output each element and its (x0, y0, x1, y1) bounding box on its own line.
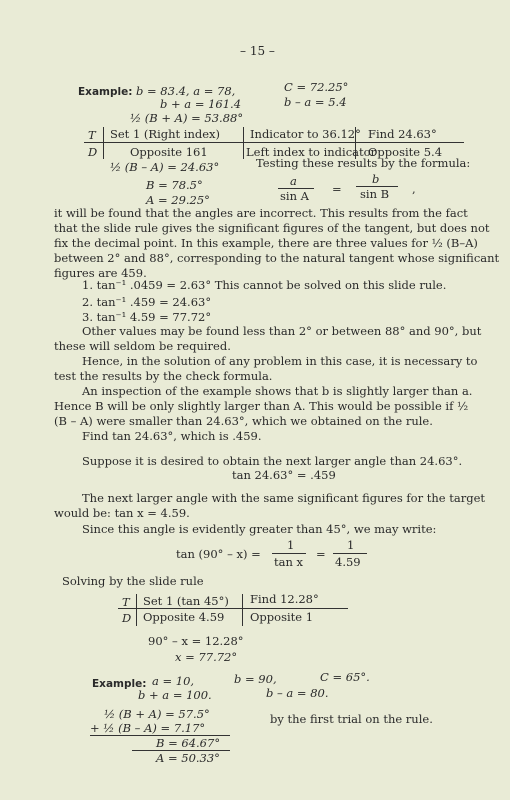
solving-text: Solving by the slide rule (62, 574, 204, 588)
formula2-den1: tan x (274, 555, 304, 569)
paragraph-line: these will seldom be required. (54, 339, 231, 353)
sum-line1: ½ (B + A) = 57.5° (104, 707, 210, 721)
sum-result-B: B = 64.67° (156, 736, 221, 750)
table1-cell: Opposite 5.4 (368, 145, 443, 159)
list-item: 1. tan⁻¹ .0459 = 2.63° This cannot be solved on this slide rule. (82, 278, 447, 292)
formula-eq: = (332, 182, 342, 196)
example-label: Example: (78, 86, 133, 98)
table1-cell: Opposite 161 (130, 145, 208, 159)
paragraph-line: Other values may be found less than 2° or between 88° and 90°, but (82, 324, 482, 338)
table1-cell: Set 1 (Right index) (110, 127, 221, 141)
formula-a-den: sin A (280, 189, 309, 203)
example1-line3: ½ (B + A) = 53.88° (130, 111, 244, 125)
example1-line1: b = 83.4, a = 78, (136, 84, 236, 98)
example2-line1: a = 10, (152, 674, 195, 688)
paragraph-line: test the results by the check formula. (54, 369, 273, 383)
formula2-num1: 1 (287, 538, 295, 552)
list-item: 3. tan⁻¹ 4.59 = 77.72° (82, 310, 212, 324)
table1-d: D (88, 145, 98, 159)
paragraph-line: The next larger angle with the same significant figures for the target (82, 491, 486, 505)
example1-line1-right: C = 72.25° (284, 80, 349, 94)
paragraph-line: that the slide rule gives the significant figures of the tangent, but does not (54, 221, 490, 235)
formula2-den2: 4.59 (335, 555, 361, 569)
testing-text: Testing these results by the formula: (256, 156, 471, 170)
sum-result-A: A = 50.33° (156, 751, 220, 765)
formula-a-num: a (290, 174, 297, 188)
paragraph-line: An inspection of the example shows that b is slightly larger than a. (82, 384, 473, 398)
result2-line1: 90° – x = 12.28° (148, 634, 244, 648)
formula2-num2: 1 (347, 538, 355, 552)
formula-comma: , (412, 182, 416, 196)
example-label: Example: (92, 678, 147, 690)
formula-b-den: sin B (360, 187, 390, 201)
table2-cell: Find 12.28° (250, 592, 319, 606)
example2-line2-right: b – a = 80. (266, 686, 329, 700)
first-trial-note: by the first trial on the rule. (270, 712, 433, 726)
paragraph-line: Suppose it is desired to obtain the next larger angle than 24.63°. (82, 454, 463, 468)
table2-cell: Set 1 (tan 45°) (143, 594, 229, 608)
paragraph-line: Hence, in the solution of any problem in this case, it is necessary to (82, 354, 478, 368)
result-A: A = 29.25° (146, 193, 210, 207)
paragraph-line: Since this angle is evidently greater than 45°, we may write: (82, 522, 437, 536)
sum-line2: + ½ (B – A) = 7.17° (90, 721, 206, 735)
formula-b-num: b (372, 172, 380, 186)
paragraph-line: Hence B will be only slightly larger than A. This would be possible if ½ (54, 399, 469, 413)
example1-line2: b + a = 161.4 (160, 97, 242, 111)
paragraph-line: Find tan 24.63°, which is .459. (82, 429, 262, 443)
table2-cell: Opposite 4.59 (143, 610, 225, 624)
paragraph-line: fix the decimal point. In this example, there are three values for ½ (B–A) (54, 236, 478, 250)
example2-line1-mid: b = 90, (234, 672, 277, 686)
paragraph-line: would be: tan x = 4.59. (54, 506, 190, 520)
table1-cell: Find 24.63° (368, 127, 437, 141)
table1-cell: Indicator to 36.12° (250, 127, 361, 141)
table2-cell: Opposite 1 (250, 610, 314, 624)
paragraph-line: it will be found that the angles are incorrect. This results from the fact (54, 206, 468, 220)
example1-line2-right: b – a = 5.4 (284, 95, 347, 109)
table1-t: T (88, 128, 96, 142)
paragraph-line: (B – A) were smaller than 24.63°, which we obtained on the rule. (54, 414, 433, 428)
result-B: B = 78.5° (146, 178, 203, 192)
paragraph-line: tan 24.63° = .459 (232, 468, 336, 482)
example2-line1-right: C = 65°. (320, 670, 370, 684)
paragraph-line: figures are 459. (54, 266, 147, 280)
example2-line2: b + a = 100. (138, 688, 212, 702)
table2-d: D (122, 611, 132, 625)
table1-cell: Left index to indicator (246, 145, 377, 159)
paragraph-line: between 2° and 88°, corresponding to the natural tangent whose significant (54, 251, 500, 265)
page-number: – 15 – (240, 44, 275, 58)
result2-line2: x = 77.72° (175, 650, 238, 664)
formula2-eq: = (316, 547, 326, 561)
table2-t: T (122, 595, 130, 609)
half-difference: ½ (B – A) = 24.63° (110, 160, 220, 174)
formula2-lhs: tan (90° – x) = (176, 547, 261, 561)
list-item: 2. tan⁻¹ .459 = 24.63° (82, 295, 212, 309)
